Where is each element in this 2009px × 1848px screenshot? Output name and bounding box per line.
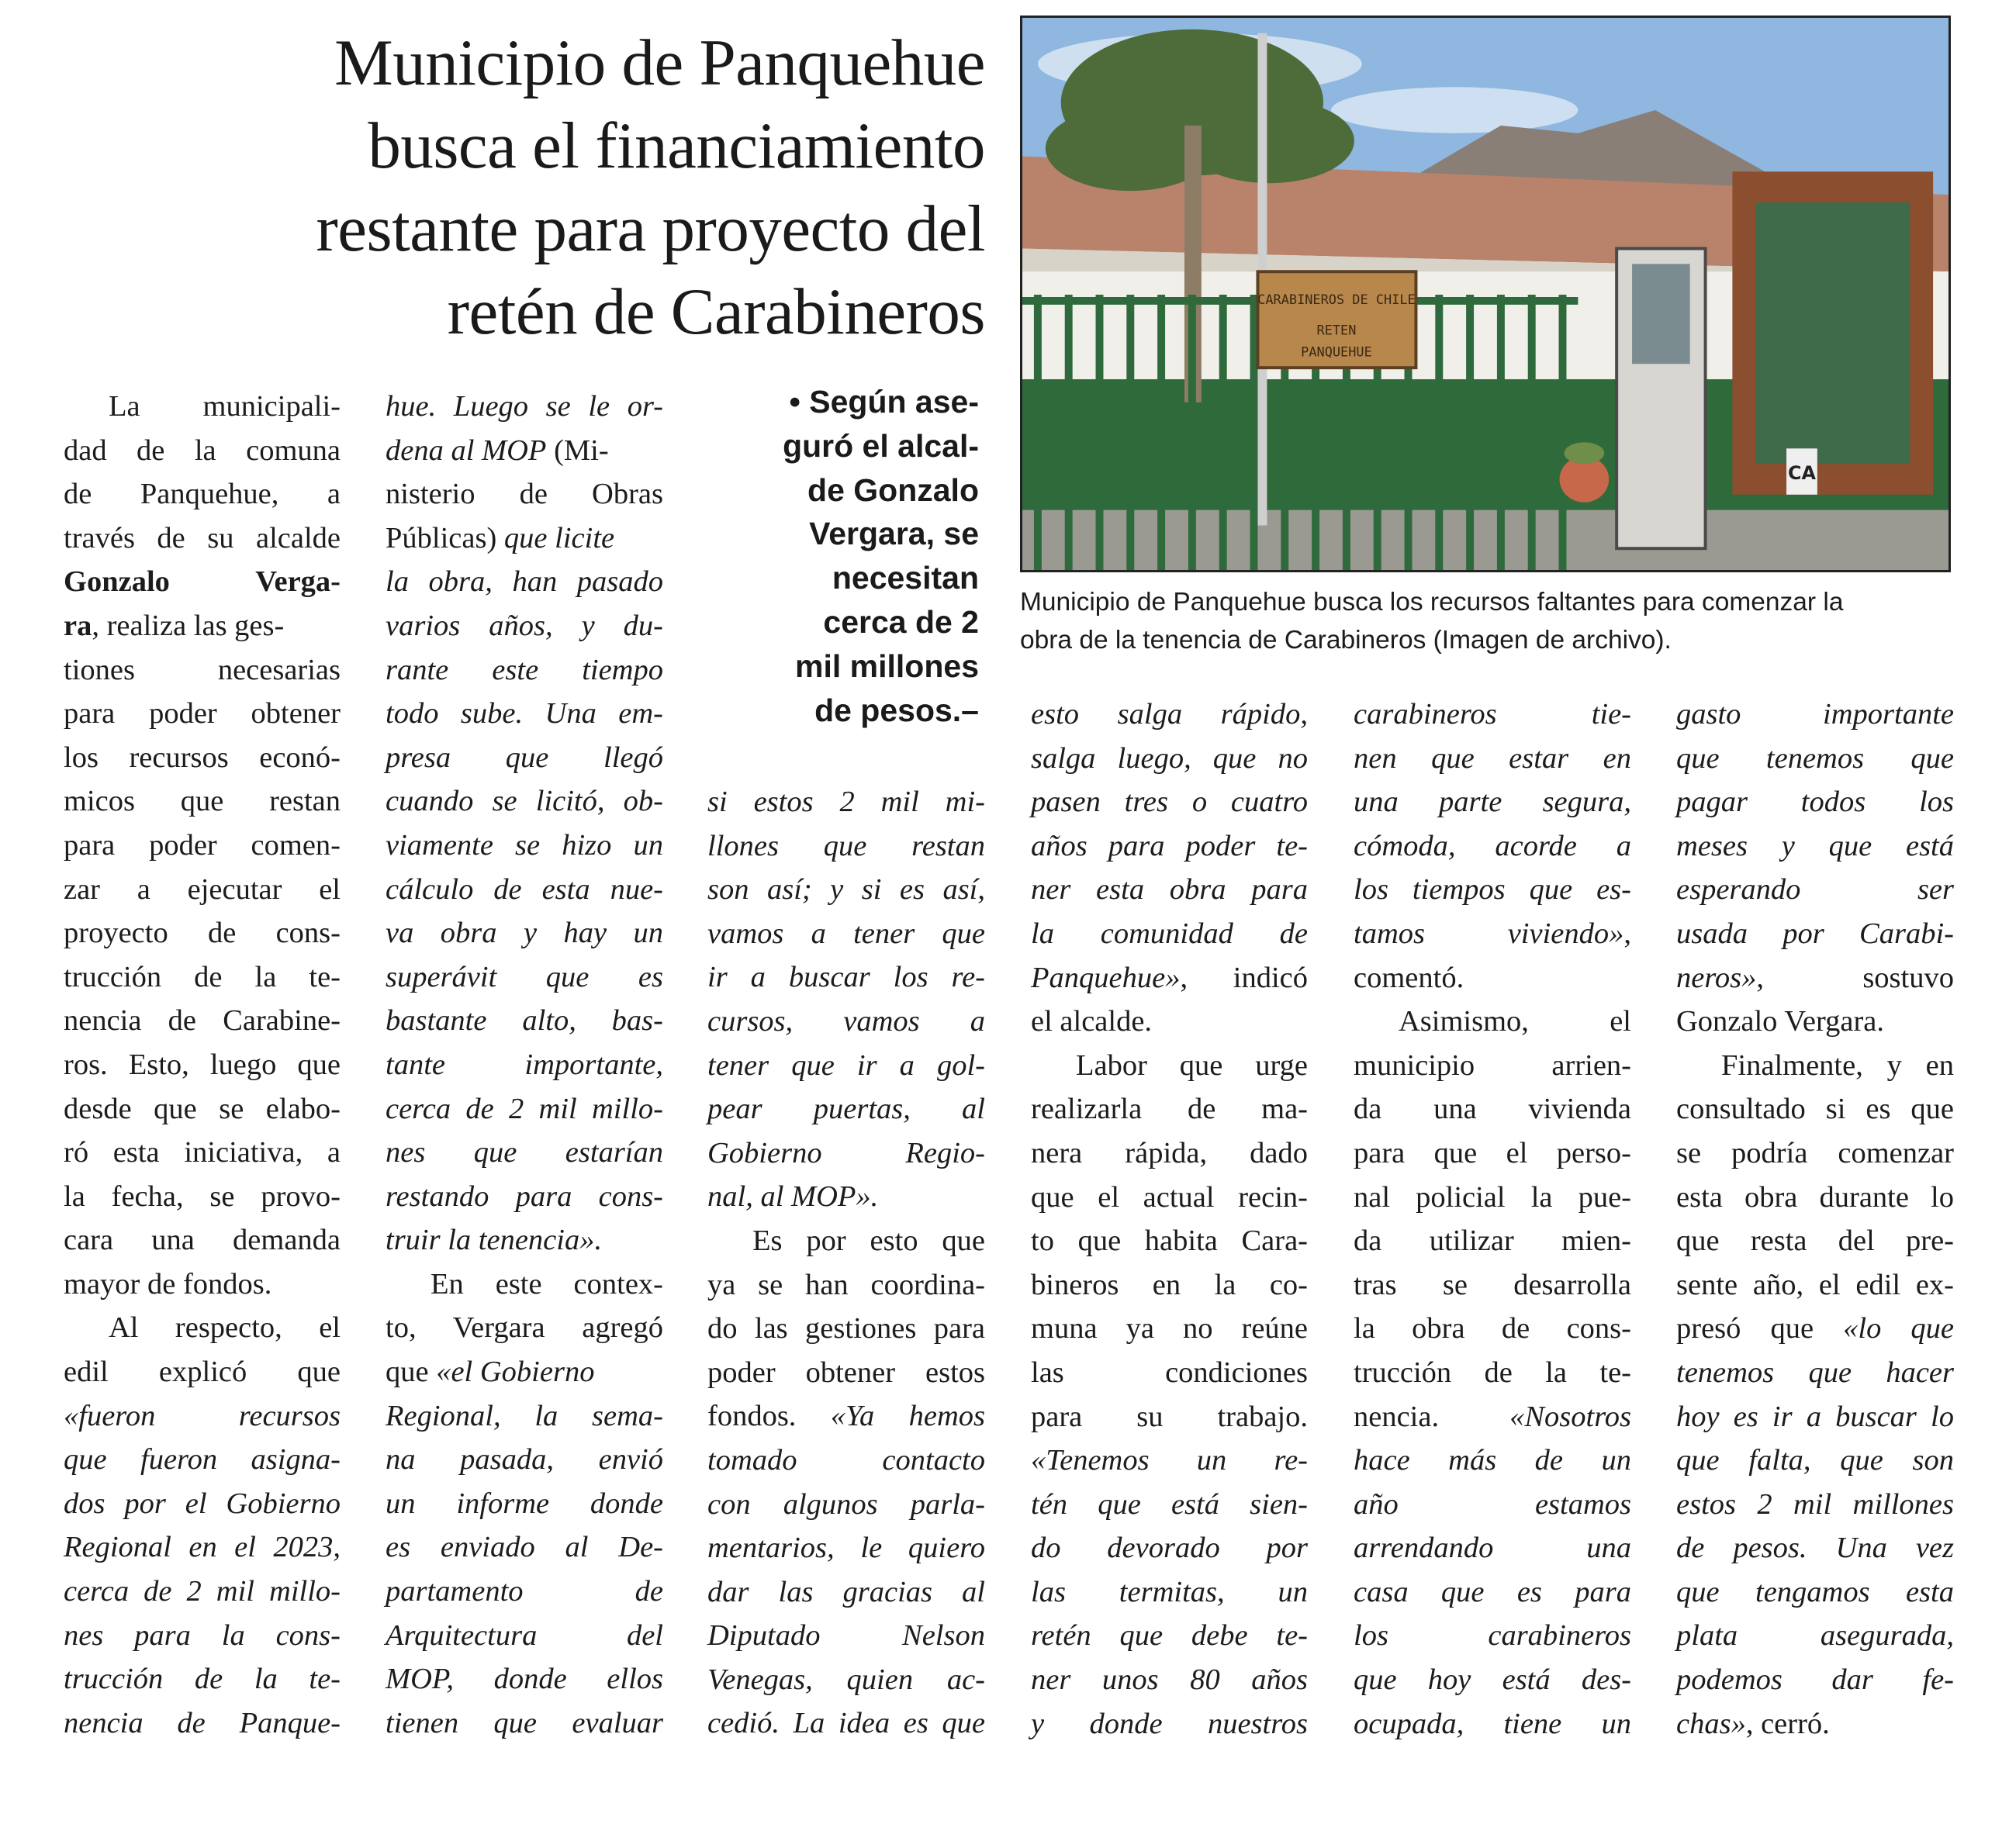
- summary-line: cerca de 2: [823, 603, 979, 640]
- text-line: nencia de Panque-: [64, 1706, 341, 1739]
- text-run: dena al MOP: [386, 434, 547, 467]
- text-line: La municipali-: [109, 390, 341, 423]
- text-line: [1676, 1307, 1954, 1351]
- text-line: [1031, 956, 1308, 1000]
- text-line: los carabineros: [1354, 1619, 1631, 1653]
- text-line: cedió. La idea es que: [707, 1707, 985, 1740]
- text-line: los recursos econó-: [64, 741, 341, 774]
- text-line: comentó.: [1354, 961, 1464, 994]
- text-line: [1354, 912, 1631, 956]
- text-run: , indicó: [1180, 961, 1308, 994]
- text-line: tomado contacto: [707, 1443, 985, 1477]
- text-line: llones que restan: [707, 829, 985, 862]
- text-line: Regional, la sema-: [386, 1399, 663, 1432]
- text-line: los tiempos que es-: [1354, 873, 1631, 907]
- text-line: la fecha, se provo-: [64, 1180, 341, 1213]
- headline-line: busca el financiamiento: [368, 109, 985, 182]
- text-line: Diputado Nelson: [707, 1619, 985, 1653]
- text-line: ner unos 80 años: [1031, 1663, 1308, 1697]
- text-line: trucción de la te-: [64, 960, 341, 993]
- summary-line: de Gonzalo: [807, 471, 979, 508]
- text-line: trucción de la te-: [1354, 1356, 1631, 1389]
- text-line: es enviado al De-: [386, 1531, 663, 1564]
- text-line: un informe donde: [386, 1487, 663, 1520]
- text-line: pear puertas, al: [707, 1093, 985, 1126]
- text-line: dad de la comuna: [64, 434, 341, 467]
- text-line: [1676, 1702, 1954, 1746]
- text-run: «Nosotros: [1509, 1400, 1631, 1433]
- text-line: de pesos. Una vez: [1676, 1532, 1954, 1565]
- text-line: las termitas, un: [1031, 1575, 1308, 1608]
- text-run: que licite: [496, 521, 615, 554]
- text-line: tener que ir a gol-: [707, 1048, 985, 1082]
- text-line: se podría comenzar: [1676, 1136, 1954, 1169]
- text-run: chas»: [1676, 1707, 1746, 1740]
- text-line: ner esta obra para: [1031, 873, 1308, 907]
- text-line: nera rápida, dado: [1031, 1136, 1308, 1169]
- caption-line: obra de la tenencia de Carabineros (Imagen de archivo).: [1020, 626, 1672, 655]
- text-line: que fueron asigna-: [64, 1443, 341, 1477]
- sign-line-3: PANQUEHUE: [1301, 344, 1372, 360]
- text-line: dos por el Gobierno: [64, 1487, 341, 1520]
- article-summary: [707, 380, 979, 732]
- text-line: muna ya no reúne: [1031, 1312, 1308, 1345]
- text-run: , realiza las ges-: [92, 609, 285, 642]
- article-column-2: [386, 385, 663, 1745]
- text-line: que tengamos esta: [1676, 1575, 1954, 1608]
- text-line: «fueron recursos: [64, 1399, 341, 1432]
- text-line: casa que es para: [1354, 1575, 1631, 1608]
- text-line: En este contex-: [430, 1267, 663, 1301]
- text-line: y donde nuestros: [1031, 1707, 1308, 1740]
- text-line: consultado si es que: [1676, 1093, 1954, 1126]
- text-line: esto salga rápido,: [1031, 698, 1308, 731]
- summary-line: • Según ase-: [789, 384, 979, 420]
- text-line: que falta, que son: [1676, 1444, 1954, 1477]
- text-line: usada por Carabi-: [1676, 917, 1954, 950]
- text-line: zar a ejecutar el: [64, 872, 341, 906]
- text-line: gasto importante: [1676, 698, 1954, 731]
- text-line: Al respecto, el: [109, 1311, 341, 1345]
- text-line: partamento de: [386, 1575, 663, 1608]
- summary-line: de pesos.–: [814, 692, 979, 728]
- text-line: na pasada, envió: [386, 1443, 663, 1477]
- text-line: mayor de fondos.: [64, 1267, 272, 1301]
- bold-name: ra: [64, 609, 92, 642]
- text-line: Finalmente, y en: [1721, 1048, 1954, 1082]
- text-line: ocupada, tiene un: [1354, 1707, 1631, 1740]
- text-run: «lo que: [1843, 1312, 1954, 1345]
- text-line: si estos 2 mil mi-: [707, 786, 985, 818]
- text-run: que: [386, 1356, 437, 1389]
- text-line: Arquitectura del: [386, 1618, 663, 1652]
- text-line: hoy es ir a buscar lo: [1676, 1400, 1954, 1433]
- text-line: que tenemos que: [1676, 741, 1954, 775]
- text-run: fondos.: [707, 1400, 831, 1433]
- text-line: Gobierno Regio-: [707, 1136, 985, 1169]
- text-line: través de su alcalde: [64, 521, 341, 554]
- text-line: son así; y si es así,: [707, 873, 985, 907]
- text-line: vamos a tener que: [707, 917, 985, 950]
- text-line: [1354, 1395, 1631, 1439]
- text-line: cara una demanda: [64, 1224, 341, 1257]
- text-line: una parte segura,: [1354, 786, 1631, 819]
- text-line: MOP, donde ellos: [386, 1663, 663, 1696]
- text-line: la obra, han pasado: [386, 565, 663, 599]
- text-line: «Tenemos un re-: [1031, 1444, 1308, 1477]
- headline-line: Municipio de Panquehue: [334, 26, 985, 99]
- text-line: que el actual recin-: [1031, 1180, 1308, 1214]
- summary-line: mil millones: [795, 648, 979, 684]
- text-line: para poder comen-: [64, 828, 341, 862]
- text-line: Es por esto que: [752, 1224, 985, 1257]
- text-line: cursos, vamos a: [707, 1004, 985, 1038]
- sign-line-2: RETEN: [1316, 322, 1357, 338]
- text-line: la obra de cons-: [1354, 1312, 1631, 1345]
- text-run: , cerró.: [1745, 1707, 1830, 1740]
- text-line: do las gestiones para: [707, 1312, 985, 1345]
- text-run: ,: [1623, 917, 1631, 950]
- text-line: [386, 429, 663, 473]
- text-line: años para poder te-: [1031, 829, 1308, 862]
- text-line: da utilizar mien-: [1354, 1225, 1631, 1258]
- text-line: ir a buscar los re-: [707, 961, 985, 994]
- text-line: [1676, 956, 1954, 1000]
- text-line: nen que estar en: [1354, 741, 1631, 775]
- text-line: podemos dar fe-: [1676, 1663, 1954, 1697]
- text-line: plata asegurada,: [1676, 1619, 1954, 1653]
- text-run: Públicas): [386, 521, 497, 554]
- text-line: ros. Esto, luego que: [64, 1048, 341, 1081]
- text-line: superávit que es: [386, 960, 663, 993]
- text-line: bineros en la co-: [1031, 1268, 1308, 1301]
- text-line: cómoda, acorde a: [1354, 829, 1631, 862]
- text-line: pasen tres o cuatro: [1031, 786, 1308, 819]
- text-line: do devorado por: [1031, 1532, 1308, 1565]
- text-line: [707, 1394, 985, 1439]
- text-line: tras se desarrolla: [1354, 1268, 1631, 1301]
- text-line: trucción de la te-: [64, 1663, 341, 1696]
- text-line: varios años, y du-: [386, 609, 663, 642]
- article-photo: [1020, 16, 1951, 572]
- text-line: micos que restan: [64, 785, 341, 818]
- text-line: esta obra durante lo: [1676, 1180, 1954, 1214]
- text-run: presó que: [1676, 1312, 1844, 1345]
- text-line: desde que se elabo-: [64, 1092, 341, 1125]
- text-line: para poder obtener: [64, 697, 341, 731]
- text-line: estos 2 mil millones: [1676, 1487, 1954, 1521]
- photo-caption: [1020, 583, 1962, 659]
- text-line: tén que está sien-: [1031, 1487, 1308, 1521]
- headline-line: retén de Carabineros: [447, 275, 985, 348]
- text-line: para su trabajo.: [1031, 1400, 1308, 1433]
- text-run: nencia.: [1354, 1400, 1510, 1433]
- text-line: nal policial la pue-: [1354, 1180, 1631, 1214]
- text-line: que resta del pre-: [1676, 1225, 1954, 1258]
- article-column-4: [1031, 693, 1308, 1746]
- text-line: Gonzalo Verga-: [64, 565, 341, 599]
- text-line: proyecto de cons-: [64, 917, 341, 950]
- sign-line-1: CARABINEROS DE CHILE: [1257, 291, 1416, 307]
- text-line: la comunidad de: [1031, 917, 1308, 950]
- text-line: ya se han coordina-: [707, 1268, 985, 1301]
- text-run: , sostuvo: [1756, 961, 1954, 994]
- text-line: rante este tiempo: [386, 653, 663, 686]
- caption-line: Municipio de Panquehue busca los recursos faltantes para comenzar la: [1020, 588, 1844, 617]
- text-line: cálculo de esta nue-: [386, 872, 663, 906]
- text-line: presa que llegó: [386, 741, 663, 774]
- text-line: hue. Luego se le or-: [386, 390, 663, 423]
- text-line: Gonzalo Vergara.: [1676, 1005, 1884, 1038]
- text-line: nisterio de Obras: [386, 478, 663, 511]
- text-line: cerca de 2 mil millo-: [386, 1092, 663, 1125]
- text-run: tamos viviendo»: [1354, 917, 1624, 950]
- text-line: da una vivienda: [1354, 1093, 1631, 1126]
- headline: [132, 22, 985, 354]
- text-line: tante importante,: [386, 1048, 663, 1081]
- carabineros-station-image: [1022, 18, 1948, 570]
- text-line: Venegas, quien ac-: [707, 1663, 985, 1696]
- text-line: meses y que está: [1676, 829, 1954, 862]
- text-run: Panquehue»: [1031, 961, 1181, 994]
- text-line: para que el perso-: [1354, 1136, 1631, 1169]
- text-line: todo sube. Una em-: [386, 697, 663, 731]
- text-line: las condiciones: [1031, 1356, 1308, 1389]
- text-run: «Ya hemos: [830, 1400, 985, 1433]
- text-line: [64, 604, 341, 648]
- text-line: tiones necesarias: [64, 653, 341, 686]
- text-line: truir la tenencia».: [386, 1224, 603, 1257]
- text-line: edil explicó que: [64, 1356, 341, 1389]
- headline-line: restante para proyecto del: [316, 192, 985, 265]
- text-line: nes que estarían: [386, 1136, 663, 1169]
- text-line: to, Vergara agregó: [386, 1311, 663, 1345]
- text-line: de Panquehue, a: [64, 478, 341, 511]
- text-line: esperando ser: [1676, 873, 1954, 907]
- text-run: «el Gobierno: [436, 1356, 595, 1389]
- text-line: hace más de un: [1354, 1444, 1631, 1477]
- text-line: que hoy está des-: [1354, 1663, 1631, 1697]
- text-line: el alcalde.: [1031, 1005, 1153, 1038]
- article-column-6: [1676, 693, 1954, 1746]
- text-line: [386, 1350, 663, 1394]
- text-line: restando para cons-: [386, 1180, 663, 1213]
- text-line: poder obtener estos: [707, 1356, 985, 1389]
- text-line: Regional en el 2023,: [64, 1531, 341, 1564]
- text-line: cuando se licitó, ob-: [386, 785, 663, 818]
- text-line: pagar todos los: [1676, 786, 1954, 819]
- article-column-5: [1354, 693, 1631, 1746]
- text-line: tenemos que hacer: [1676, 1356, 1954, 1389]
- text-line: nal, al MOP».: [707, 1180, 879, 1214]
- text-line: carabineros tie-: [1354, 698, 1631, 731]
- text-line: va obra y hay un: [386, 917, 663, 950]
- text-line: tienen que evaluar: [386, 1706, 663, 1739]
- summary-line: necesitan: [832, 560, 979, 596]
- text-line: ró esta iniciativa, a: [64, 1136, 341, 1169]
- text-line: viamente se hizo un: [386, 828, 663, 862]
- article-column-3: [707, 780, 985, 1746]
- text-line: bastante alto, bas-: [386, 1004, 663, 1038]
- article-column-1: [64, 385, 341, 1745]
- summary-line: Vergara, se: [809, 516, 979, 552]
- text-line: realizarla de ma-: [1031, 1093, 1308, 1126]
- text-line: retén que debe te-: [1031, 1619, 1308, 1653]
- text-line: sente año, el edil ex-: [1676, 1268, 1954, 1301]
- text-run: (Mi-: [546, 434, 609, 467]
- side-sign: CA: [1787, 462, 1816, 484]
- text-line: nes para la cons-: [64, 1618, 341, 1652]
- text-line: Asimismo, el: [1399, 1005, 1631, 1038]
- text-run: neros»: [1676, 961, 1757, 994]
- text-line: [386, 516, 663, 561]
- text-line: dar las gracias al: [707, 1575, 985, 1608]
- text-line: cerca de 2 mil millo-: [64, 1575, 341, 1608]
- text-line: con algunos parla-: [707, 1487, 985, 1521]
- text-line: municipio arrien-: [1354, 1048, 1631, 1082]
- text-line: salga luego, que no: [1031, 741, 1308, 775]
- text-line: mentarios, le quiero: [707, 1532, 985, 1565]
- text-line: año estamos: [1354, 1487, 1631, 1521]
- text-line: arrendando una: [1354, 1532, 1631, 1565]
- text-line: nencia de Carabine-: [64, 1004, 341, 1038]
- text-line: to que habita Cara-: [1031, 1225, 1308, 1258]
- summary-line: guró el alcal-: [783, 427, 979, 464]
- text-line: Labor que urge: [1076, 1048, 1308, 1082]
